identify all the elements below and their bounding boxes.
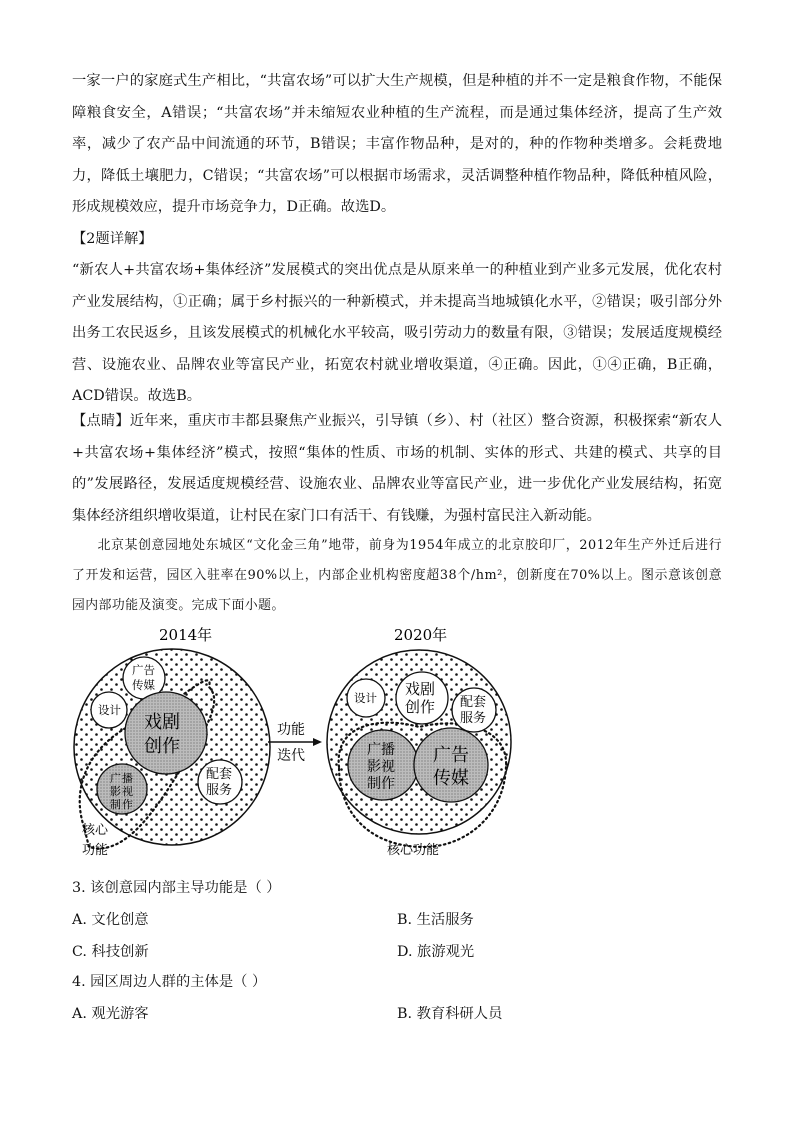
question-3-option-a[interactable]: A. 文化创意 [72, 912, 149, 928]
left-drama-circle [125, 692, 207, 774]
left-drama-label-2: 创作 [144, 736, 180, 757]
right-year-label: 2020年 [394, 626, 448, 644]
left-ad-label-1: 广告 [132, 663, 155, 677]
left-broadcast-label-5: 制 [110, 798, 121, 811]
question-3-option-c[interactable]: C. 科技创新 [72, 944, 149, 960]
right-support-label-2: 服务 [460, 711, 487, 726]
left-support-label-1: 配套 [206, 767, 233, 782]
right-broadcast-label-3: 制作 [367, 776, 395, 792]
function-evolution-diagram [64, 622, 524, 872]
left-ad-label-2: 传媒 [132, 678, 155, 692]
right-support-label-1: 配套 [460, 695, 487, 710]
question-4-option-a[interactable]: A. 观光游客 [72, 1006, 149, 1022]
answer-heading-2: 【2题详解】 [72, 231, 153, 247]
left-core-label-1: 核心 [82, 823, 109, 838]
left-design-label: 设计 [98, 703, 121, 717]
left-broadcast-label-3: 影 [110, 785, 121, 798]
left-broadcast-label-2: 播 [122, 772, 133, 785]
right-core-label: 核心功能 [387, 843, 440, 858]
question-3-option-d[interactable]: D. 旅游观光 [397, 944, 475, 960]
question-4-option-b[interactable]: B. 教育科研人员 [397, 1006, 503, 1022]
right-drama-label-1: 戏剧 [405, 680, 436, 698]
right-drama-label-2: 创作 [405, 698, 436, 716]
arrow-label-top: 功能 [277, 722, 305, 738]
left-drama-label-1: 戏剧 [144, 712, 180, 733]
left-broadcast-label-6: 作 [122, 798, 133, 811]
answer-paragraph-2: “新农人+共富农场+集体经济”发展模式的突出优点是从原来单一的种植业到产业多元发展，优化农村产业发展结构，①正确；属于乡村振兴的一种新模式，并未提高当地城镇化水平，②错误；吸引部分外出务工农民返乡，且该发展模式的机械化水平较高，吸引劳动力的数量有限，③错误；发展适度规模经营、设施农业、品牌农业等富民产业，拓宽农村就业增收渠道，④正确。因此，①④正确，B正确，ACD错误。故选B。 [72, 262, 722, 405]
left-year-label: 2014年 [159, 626, 213, 644]
question-4-stem: 4. 园区周边人群的主体是（ ） [72, 974, 267, 990]
left-support-label-2: 服务 [206, 783, 233, 798]
material-paragraph: 北京某创意园地处东城区“文化金三角”地带，前身为1954年成立的北京胶印厂，2012年生产外迁后进行了开发和运营，园区入驻率在90%以上，内部企业机构密度超38个/hm²，创新度在70%以上。图示意该创意园内部功能及演变。完成下面小题。 [72, 538, 722, 613]
tip-paragraph: 【点睛】近年来，重庆市丰都县聚焦产业振兴，引导镇（乡）、村（社区）整合资源，积极探索“新农人+共富农场+集体经济”模式，按照“集体的性质、市场的机制、实体的形式、共建的模式、共享的目的”发展路径，发展适度规模经营、设施农业、品牌农业等富民产业，进一步优化产业发展结构，拓宽集体经济组织增收渠道，让村民在家门口有活干、有钱赚，为强村富民注入新动能。 [72, 413, 722, 524]
left-core-label-2: 功能 [82, 843, 109, 858]
left-broadcast-label-1: 广 [110, 772, 121, 785]
right-design-label: 设计 [354, 691, 377, 705]
right-ad-label-2: 传媒 [433, 768, 469, 789]
evolution-arrow-head [313, 738, 322, 746]
question-3-stem: 3. 该创意园内部主导功能是（ ） [72, 880, 281, 896]
question-3-option-b[interactable]: B. 生活服务 [397, 912, 474, 928]
left-broadcast-label-4: 视 [122, 785, 133, 798]
right-broadcast-label-2: 影视 [367, 759, 395, 775]
right-ad-label-1: 广告 [433, 745, 469, 766]
right-broadcast-label-1: 广播 [367, 742, 395, 758]
arrow-label-bottom: 迭代 [277, 748, 305, 764]
answer-paragraph-1: 一家一户的家庭式生产相比，“共富农场”可以扩大生产规模，但是种植的并不一定是粮食作物，不能保障粮食安全，A错误；“共富农场”并未缩短农业种植的生产流程，而是通过集体经济，提高了生产效率，减少了农产品中间流通的环节，B错误；丰富作物品种，是对的，种的作物种类增多。会耗费地力，降低土壤肥力，C错误；“共富农场”可以根据市场需求，灵活调整种植作物品种，降低种植风险，形成规模效应，提升市场竞争力，D正确。故选D。 [72, 73, 722, 216]
